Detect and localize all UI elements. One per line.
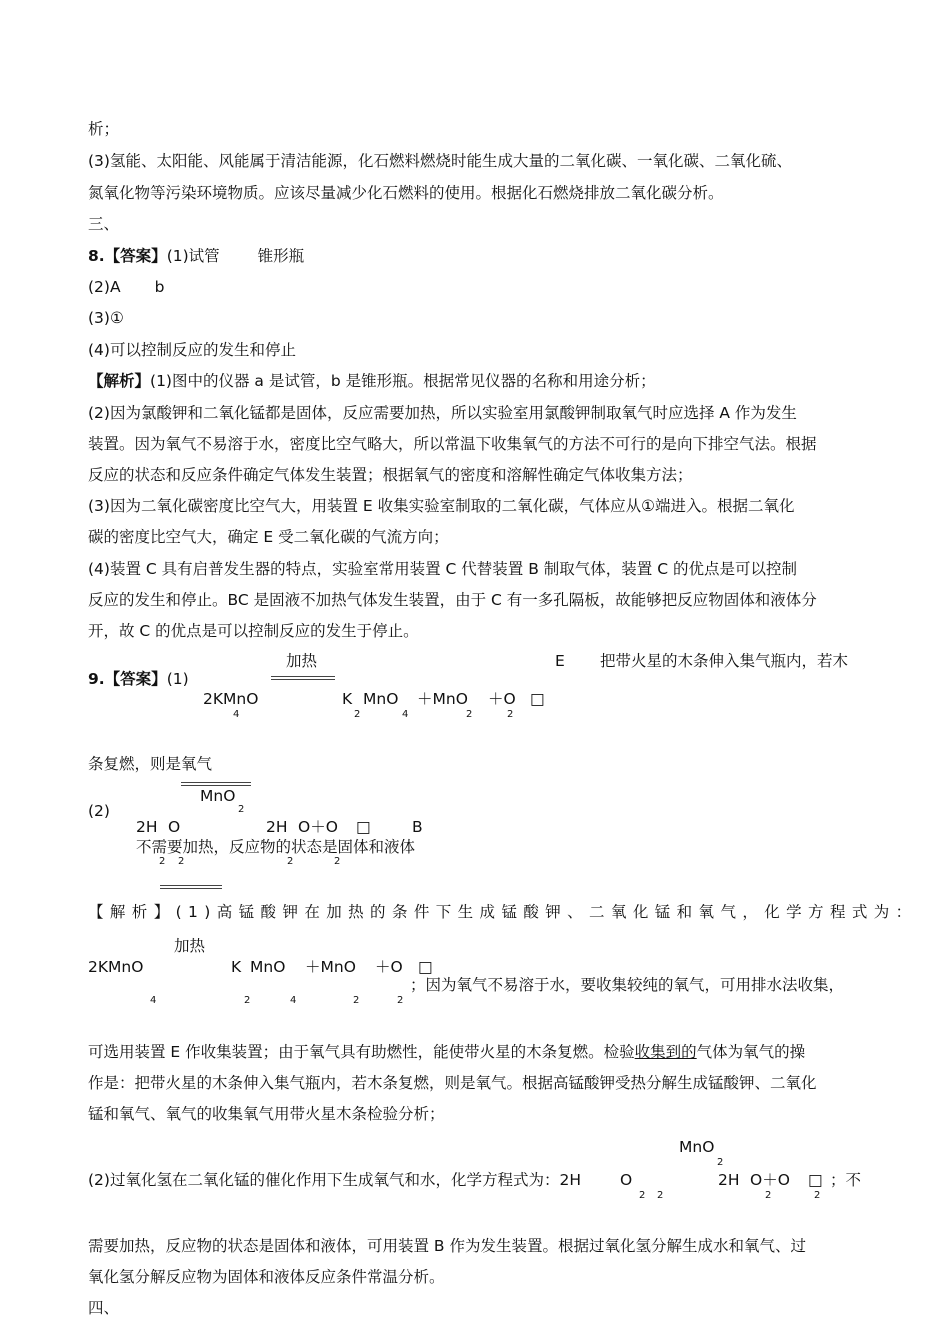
analysis-text: ；因为氧气不易溶于水，要收集较纯的氧气，可用排水法收集， bbox=[410, 976, 845, 994]
subscript: 2 bbox=[334, 856, 341, 867]
formula-product: ＋MnO bbox=[305, 958, 356, 976]
subscript: 2 bbox=[639, 1190, 646, 1201]
q8-analysis-line: 开，故 C 的优点是可以控制反应的发生于停止。 bbox=[88, 622, 419, 640]
reaction-arrow bbox=[271, 676, 335, 680]
section-heading: 四、 bbox=[88, 1299, 120, 1317]
q8-analysis-line: (2)因为氯酸钾和二氧化锰都是固体，反应需要加热，所以实验室用氯酸钾制取氧气时应选择 A 作为发生 bbox=[88, 404, 797, 422]
q8-analysis-line: (4)装置 C 具有启普发生器的特点，实验室常用装置 C 代替装置 B 制取气体，装置 C 的优点是可以控制 bbox=[88, 560, 797, 578]
text-line: (3)氢能、太阳能、风能属于清洁能源，化石燃料燃烧时能生成大量的二氧化碳、一氧化碳、二氧化硫、 bbox=[88, 152, 792, 170]
reaction-condition: MnO bbox=[679, 1138, 715, 1156]
subscript: 2 bbox=[657, 1190, 664, 1201]
formula-reactant: 2H bbox=[136, 818, 158, 836]
formula-reactant: 2KMnO bbox=[88, 958, 144, 976]
subscript: 4 bbox=[402, 709, 409, 720]
reaction-arrow bbox=[160, 885, 222, 889]
answer-value: 试管 bbox=[188, 247, 220, 265]
text-line: 氮氧化物等污染环境物质。应该尽量减少化石燃料的使用。根据化石燃烧排放二氧化碳分析。 bbox=[88, 184, 724, 202]
subscript: 2 bbox=[765, 1190, 772, 1201]
q8-analysis-line: 碳的密度比空气大，确定 E 受二氧化碳的气流方向； bbox=[88, 528, 449, 546]
subscript: 2 bbox=[238, 804, 245, 815]
answer-label: 9.【答案】 bbox=[88, 670, 167, 688]
answer-num: (1) bbox=[166, 247, 189, 265]
analysis-label: 【解析】 bbox=[88, 372, 151, 390]
formula-product: O＋O bbox=[750, 1171, 790, 1189]
formula-product: MnO bbox=[363, 690, 399, 708]
q8-analysis-line bbox=[88, 371, 656, 391]
q8-analysis-line: 装置。因为氧气不易溶于水，密度比空气略大，所以常温下收集氧气的方法不可行的是向下排空气法。根据 bbox=[88, 435, 817, 453]
subscript: 2 bbox=[397, 995, 404, 1006]
answer-value: b bbox=[154, 278, 165, 296]
subscript: 2 bbox=[466, 709, 473, 720]
formula-product: 2H bbox=[266, 818, 288, 836]
subscript: 2 bbox=[178, 856, 185, 867]
gas-arrow-icon: □ bbox=[530, 690, 545, 708]
text-line: 析； bbox=[88, 120, 120, 138]
formula-product: ＋O bbox=[488, 690, 516, 708]
answer-text: 不需要加热，反应物的状态是固体和液体 bbox=[136, 838, 416, 856]
q9-analysis-line: 需要加热，反应物的状态是固体和液体，可用装置 B 作为发生装置。根据过氧化氢分解生成水和氧气、过 bbox=[88, 1237, 806, 1255]
analysis-text: (1)图中的仪器 a 是试管，b 是锥形瓶。根据常见仪器的名称和用途分析； bbox=[150, 372, 656, 390]
q9-analysis-line: 氧化氢分解反应物为固体和液体反应条件常温分析。 bbox=[88, 1268, 445, 1286]
q8-answer-line: (3)① bbox=[88, 309, 124, 327]
q8-answer-line bbox=[88, 246, 304, 266]
q9-analysis-line: 锰和氧气、氧气的收集氧气用带火星木条检验分析； bbox=[88, 1105, 445, 1123]
formula-product: 2H bbox=[718, 1171, 740, 1189]
gas-arrow-icon: □ bbox=[418, 958, 433, 976]
reaction-arrow bbox=[181, 782, 251, 786]
subscript: 2 bbox=[244, 995, 251, 1006]
answer-value: (2)A bbox=[88, 278, 121, 296]
formula-product: ＋MnO bbox=[417, 690, 468, 708]
answer-num: (2) bbox=[88, 802, 110, 820]
answer-text: 条复燃，则是氧气 bbox=[88, 755, 213, 773]
subscript: 4 bbox=[150, 995, 157, 1006]
subscript: 2 bbox=[507, 709, 514, 720]
q8-analysis-line: 反应的发生和停止。BC 是固液不加热气体发生装置，由于 C 有一多孔隔板，故能够把反应物固体和液体分 bbox=[88, 591, 817, 609]
answer-value: B bbox=[412, 818, 423, 836]
answer-value: 锥形瓶 bbox=[257, 247, 305, 265]
answer-value: E bbox=[555, 652, 565, 670]
subscript: 2 bbox=[353, 995, 360, 1006]
formula-reactant: O bbox=[168, 818, 181, 836]
answer-label: 8.【答案】 bbox=[88, 247, 167, 265]
q8-answer-line bbox=[88, 277, 164, 297]
formula-reactant: 2KMnO bbox=[203, 690, 259, 708]
formula-product: ＋O bbox=[375, 958, 403, 976]
subscript: 2 bbox=[287, 856, 294, 867]
reaction-condition: MnO bbox=[200, 787, 236, 805]
analysis-text: ；不 bbox=[830, 1171, 862, 1189]
gas-arrow-icon: □ bbox=[356, 818, 371, 836]
gas-arrow-icon: □ bbox=[808, 1171, 823, 1189]
formula-reactant: O bbox=[620, 1171, 633, 1189]
analysis-text: 气体为氧气的操 bbox=[696, 1043, 806, 1061]
reaction-condition: 加热 bbox=[286, 652, 318, 670]
formula-product: O＋O bbox=[298, 818, 338, 836]
formula-product: MnO bbox=[250, 958, 286, 976]
subscript: 2 bbox=[814, 1190, 821, 1201]
subscript: 4 bbox=[290, 995, 297, 1006]
subscript: 2 bbox=[354, 709, 361, 720]
subscript: 2 bbox=[717, 1157, 724, 1168]
q9-answer-label bbox=[88, 670, 189, 688]
formula-product: K bbox=[342, 690, 353, 708]
q9-analysis-line: 作是：把带火星的木条伸入集气瓶内，若木条复燃，则是氧气。根据高锰酸钾受热分解生成锰酸钾、二氧化 bbox=[88, 1074, 817, 1092]
q8-analysis-line: 反应的状态和反应条件确定气体发生装置；根据氧气的密度和溶解性确定气体收集方法； bbox=[88, 466, 693, 484]
analysis-text: 收集到的 bbox=[634, 1043, 697, 1061]
answer-num: (1) bbox=[166, 670, 189, 688]
answer-text: 把带火星的木条伸入集气瓶内，若木 bbox=[600, 652, 849, 670]
analysis-text: 可选用装置 E 作收集装置；由于氧气具有助燃性，能使带火星的木条复燃。检验 bbox=[88, 1043, 635, 1061]
formula-product: K bbox=[231, 958, 242, 976]
q8-answer-line: (4)可以控制反应的发生和停止 bbox=[88, 341, 296, 359]
q8-analysis-line: (3)因为二氧化碳密度比空气大，用装置 E 收集实验室制取的二氧化碳，气体应从①端进入。根据二氧化 bbox=[88, 497, 795, 515]
analysis-text: (2)过氧化氢在二氧化锰的催化作用下生成氧气和水，化学方程式为：2H bbox=[88, 1171, 581, 1189]
subscript: 4 bbox=[233, 709, 240, 720]
analysis-heading: 【解析】(1)高锰酸钾在加热的条件下生成锰酸钾、二氧化锰和氧气，化学方程式为： bbox=[88, 903, 918, 921]
q9-analysis-line bbox=[88, 1042, 805, 1062]
section-heading: 三、 bbox=[88, 215, 120, 233]
reaction-condition: 加热 bbox=[174, 937, 206, 955]
subscript: 2 bbox=[159, 856, 166, 867]
